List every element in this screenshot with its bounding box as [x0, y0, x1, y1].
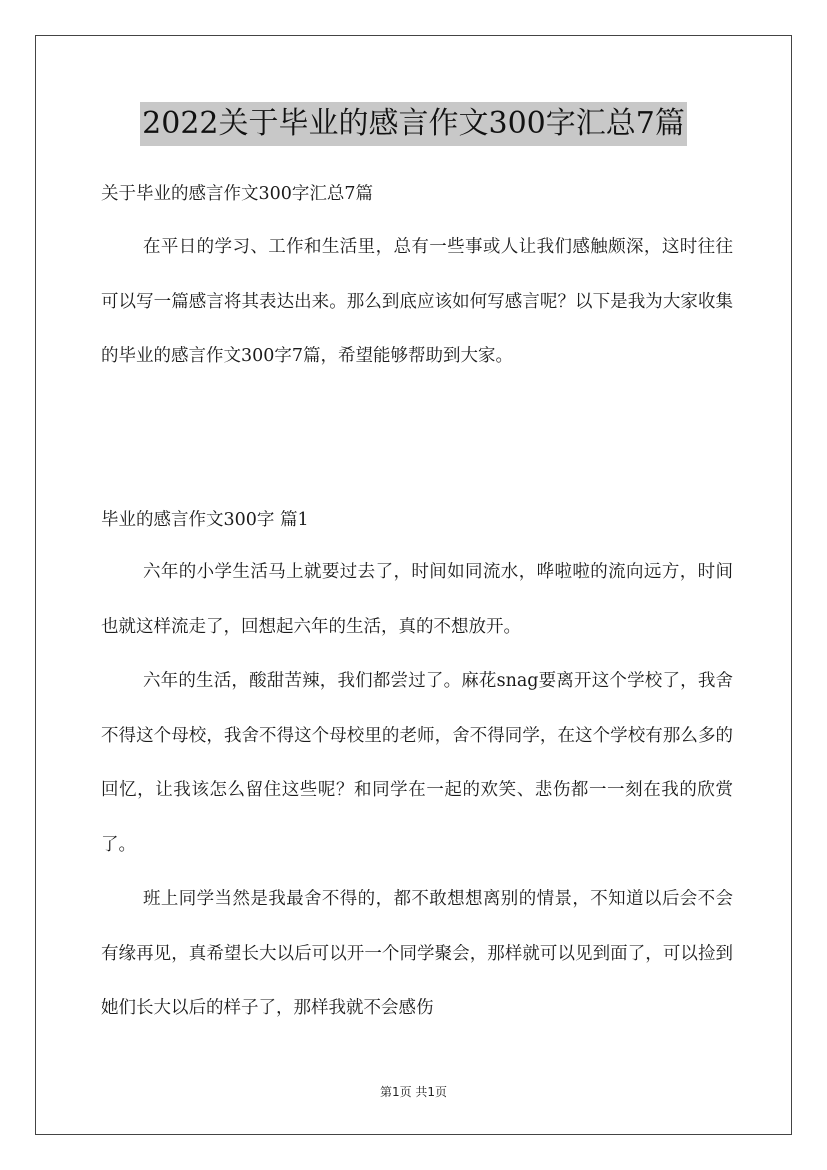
- page-footer: 第1页 共1页: [379, 1085, 448, 1099]
- document-title: 2022关于毕业的感言作文300字汇总7篇: [140, 102, 687, 146]
- title-container: [0, 102, 827, 146]
- body-paragraph: 六年的小学生活马上就要过去了，时间如同流水，哗啦啦的流向远方，时间也就这样流走了，回想起六年的生活，真的不想放开。: [101, 562, 733, 637]
- section-body: [101, 545, 733, 1036]
- body-paragraph: 班上同学当然是我最舍不得的，都不敢想想离别的情景，不知道以后会不会有缘再见，真希望长大以后可以开一个同学聚会，那样就可以见到面了，可以捡到她们长大以后的样子了，那样我就不会感伤: [101, 889, 733, 1018]
- body-paragraph: 六年的生活，酸甜苦辣，我们都尝过了。麻花snag要离开这个学校了，我舍不得这个母校，我舍不得这个母校里的老师，舍不得同学，在这个学校有那么多的回忆，让我该怎么留住这些呢？和同学在一起的欢笑、悲伤都一一刻在我的欣赏了。: [101, 671, 733, 855]
- section-heading: 毕业的感言作文300字 篇1: [101, 510, 309, 530]
- document-subtitle: 关于毕业的感言作文300字汇总7篇: [101, 184, 374, 204]
- intro-paragraph: 在平日的学习、工作和生活里，总有一些事或人让我们感触颇深，这时往往可以写一篇感言将其表达出来。那么到底应该如何写感言呢？以下是我为大家收集的毕业的感言作文300字7篇，希望能够帮助到大家。: [101, 237, 733, 366]
